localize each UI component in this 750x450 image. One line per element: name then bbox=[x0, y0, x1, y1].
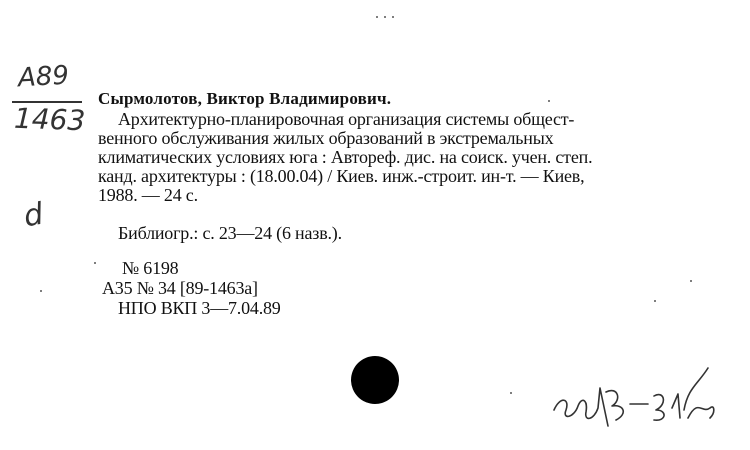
handwritten-code-bottom: 1463 bbox=[13, 101, 86, 138]
speck bbox=[384, 16, 386, 18]
speck bbox=[392, 16, 394, 18]
speck bbox=[376, 16, 378, 18]
punch-hole bbox=[351, 356, 399, 404]
speck bbox=[94, 262, 96, 264]
registry-stamp: НПО ВКП 3—7.04.89 bbox=[118, 298, 281, 318]
description-line: Архитектурно-планировочная организация системы общест- bbox=[118, 109, 575, 129]
record-number: № 6198 bbox=[122, 258, 179, 278]
author-name: Сырмолотов, Виктор Владимирович. bbox=[98, 89, 392, 108]
speck bbox=[548, 100, 550, 102]
description-line: климатических условиях юга : Автореф. дис. на соиск. учен. степ. bbox=[98, 147, 593, 167]
handwritten-signature bbox=[548, 348, 718, 428]
handwritten-code-top: A89 bbox=[17, 60, 70, 94]
speck bbox=[40, 290, 42, 292]
speck bbox=[690, 280, 692, 282]
speck bbox=[510, 392, 512, 394]
description-line: канд. архитектуры : (18.00.04) / Киев. инж.-строит. ин-т. — Киев, bbox=[98, 166, 585, 186]
handwritten-mark: d bbox=[21, 196, 46, 235]
shelf-mark: А35 № 34 [89-1463а] bbox=[102, 278, 258, 298]
bibliography-note: Библиогр.: с. 23—24 (6 назв.). bbox=[118, 223, 342, 243]
description-line: венного обслуживания жилых образований в экстремальных bbox=[98, 128, 554, 148]
description-line: 1988. — 24 с. bbox=[98, 185, 198, 205]
speck bbox=[654, 300, 656, 302]
